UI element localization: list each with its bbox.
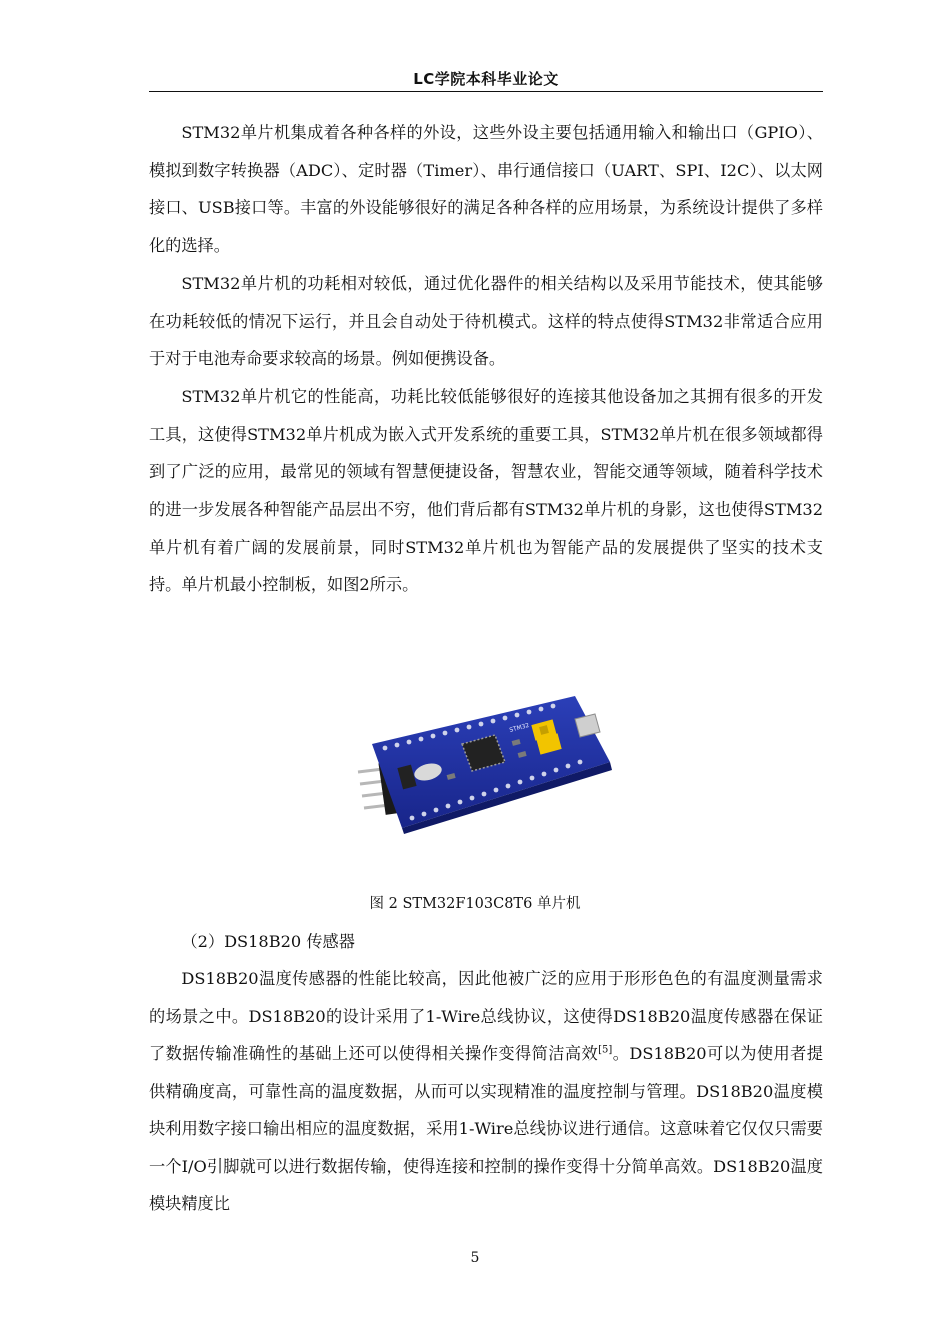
figure-caption: 图 2 STM32F103C8T6 单片机: [369, 896, 581, 912]
board-label: STM32: [508, 721, 531, 734]
citation-marker: [5]: [598, 1044, 613, 1056]
body-text-block-2: [149, 960, 823, 1223]
figure-stm32-board: [0, 674, 950, 844]
paragraph-applications: STM32单片机它的性能高，功耗比较低能够很好的连接其他设备加之其拥有很多的开发工具，这使得STM32单片机成为嵌入式开发系统的重要工具，STM32单片机在很多领域都得到了广泛的应用，最常见的领域有智慧便捷设备，智慧农业，智能交通等领域，随着科学技术的进一步发展各种智能产品层出不穷，他们背后都有STM32单片机的身影，这也使得STM32单片机有着广阔的发展前景，同时STM32单片机也为智能产品的发展提供了坚实的技术支持。单片机最小控制板，如图2所示。: [149, 386, 823, 595]
section-heading: （2）DS18B20 传感器: [181, 932, 355, 951]
paragraph-ds18b20-part1: DS18B20温度传感器的性能比较高，因此他被广泛的应用于形形色色的有温度测量需求的场景之中。DS18B20的设计采用了1-Wire总线协议，这使得DS18B20温度传感器在保证了数据传输准确性的基础上还可以使得相关操作变得简洁高效: [149, 969, 823, 1063]
header-rule: [149, 91, 823, 92]
page-number: 5: [470, 1250, 480, 1266]
paragraph-low-power: STM32单片机的功耗相对较低，通过优化器件的相关结构以及采用节能技术，使其能够在功耗较低的情况下运行，并且会自动处于待机模式。这样的特点使得STM32非常适合应用于对于电池寿命要求较高的场景。例如便携设备。: [149, 273, 823, 369]
stm32-board-photo: [0, 674, 950, 844]
paragraph-ds18b20: [149, 960, 823, 1223]
paragraph-peripherals: STM32单片机集成着各种各样的外设，这些外设主要包括通用输入和输出口（GPIO）、模拟到数字转换器（ADC）、定时器（Timer）、串行通信接口（UART、SPI、I2C）、以太网接口、USB接口等。丰富的外设能够很好的满足各种各样的应用场景，为系统设计提供了多样化的选择。: [149, 123, 823, 256]
running-header: LC学院本科毕业论文: [413, 70, 559, 88]
body-text-block: [149, 114, 823, 604]
paragraph-ds18b20-part2: 。DS18B20可以为使用者提供精确度高，可靠性高的温度数据，从而可以实现精准的温度控制与管理。DS18B20温度模块利用数字接口输出相应的温度数据，采用1-Wire总线协议进行通信。这意味着它仅仅只需要一个I/O引脚就可以进行数据传输，使得连接和控制的操作变得十分简单高效。DS18B20温度模块精度比: [149, 1044, 823, 1213]
